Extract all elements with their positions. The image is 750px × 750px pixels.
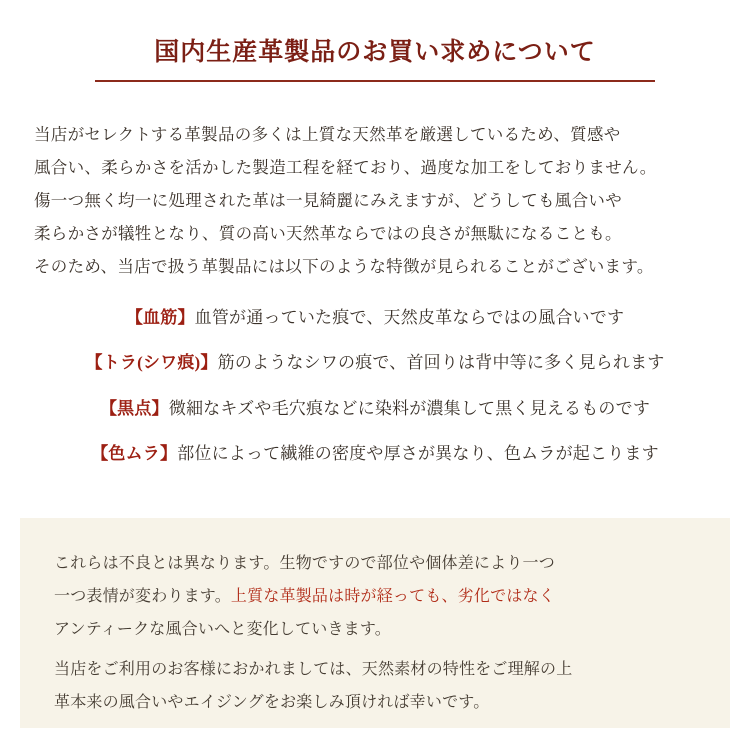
feature-text-iromura: 部位によって繊維の密度や厚さが異なり、色ムラが起こります bbox=[177, 444, 659, 464]
feature-list bbox=[28, 305, 722, 467]
feature-item-tora bbox=[28, 350, 722, 376]
feature-label-chisuji: 【血筋】 bbox=[125, 308, 195, 327]
note-line-2-highlight-b: 劣化ではなく bbox=[457, 587, 555, 605]
intro-line-4: 柔らかさが犠牲となり、質の高い天然革ならではの良さが無駄になることも。 bbox=[34, 224, 622, 243]
feature-item-kokuten bbox=[28, 396, 722, 422]
intro-line-2: 風合い、柔らかさを活かした製造工程を経ており、過度な加工をしておりません。 bbox=[34, 158, 657, 177]
title-block bbox=[28, 38, 722, 92]
intro-line-3: 傷一つ無く均一に処理された革は一見綺麗にみえますが、どうしても風合いや bbox=[34, 191, 622, 210]
closing-note-box bbox=[20, 518, 730, 728]
intro-line-5: そのため、当店で扱う革製品には以下のような特徴が見られることがございます。 bbox=[34, 257, 654, 276]
note-line-2 bbox=[54, 581, 696, 614]
feature-item-iromura bbox=[28, 441, 722, 467]
note-line-2-plain: 一つ表情が変わります。 bbox=[54, 587, 231, 605]
feature-label-kokuten: 【黒点】 bbox=[99, 398, 169, 418]
feature-label-iromura: 【色ムラ】 bbox=[91, 444, 178, 464]
note-line-1: これらは不良とは異なります。生物ですので部位や個体差により一つ bbox=[54, 555, 555, 572]
feature-item-chisuji bbox=[28, 305, 722, 331]
intro-paragraph bbox=[34, 118, 716, 283]
feature-text-chisuji: 血管が通っていた痕で、天然皮革ならではの風合いです bbox=[194, 308, 625, 327]
feature-text-kokuten: 微細なキズや毛穴痕などに染料が濃集して黒く見えるものです bbox=[168, 398, 651, 418]
note-line-2-highlight-a: 上質な革製品は時が経っても、 bbox=[230, 587, 458, 605]
note-line-3: アンティークな風合いへと変化していきます。 bbox=[54, 620, 392, 638]
note-spacer bbox=[54, 646, 696, 654]
note-line-4: 当店をご利用のお客様におかれましては、天然素材の特性をご理解の上 bbox=[54, 661, 573, 679]
page-title: 国内生産革製品のお買い求めについて bbox=[154, 39, 596, 66]
note-line-5: 革本来の風合いやエイジングをお楽しみ頂ければ幸いです。 bbox=[54, 694, 490, 712]
intro-line-1: 当店がセレクトする革製品の多くは上質な天然革を厳選しているため、質感や bbox=[34, 125, 621, 144]
feature-label-tora: 【トラ(シワ痕)】 bbox=[85, 353, 218, 373]
feature-text-tora: 筋のようなシワの痕で、首回りは背中等に多く見られます bbox=[217, 353, 665, 373]
title-divider bbox=[95, 80, 655, 82]
